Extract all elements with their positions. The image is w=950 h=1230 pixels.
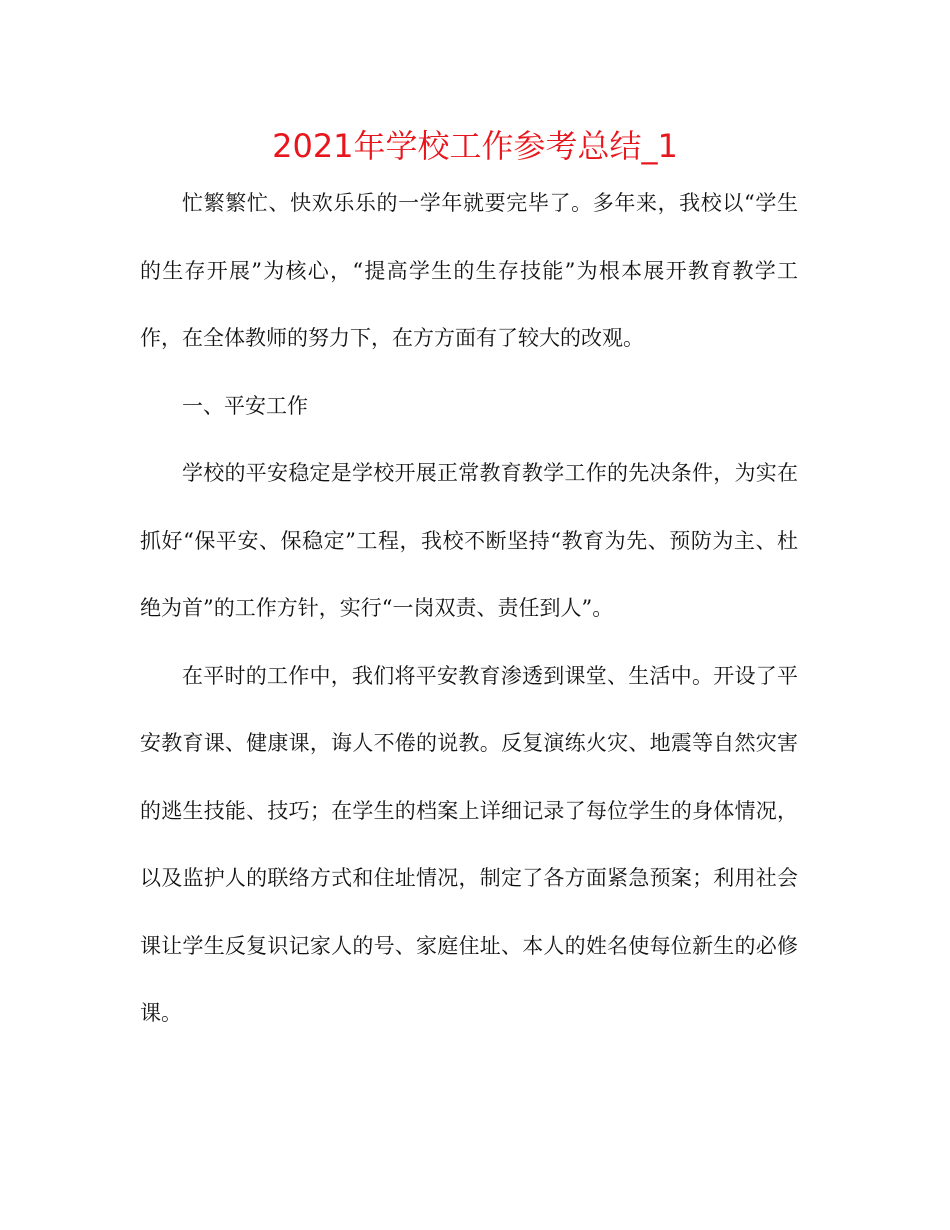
intro-paragraph: 忙繁繁忙、快欢乐乐的一学年就要完毕了。多年来，我校以“学生的生存开展”为核心，“提高学生的生存技能”为根本展开教育教学工作，在全体教师的努力下，在方方面有了较大的改观。 — [140, 191, 798, 350]
safety-paragraph-1: 学校的平安稳定是学校开展正常教育教学工作的先决条件，为实在抓好“保平安、保稳定”工程，我校不断坚持“教育为先、预防为主、杜绝为首”的工作方针，实行“一岗双责、责任到人”。 — [140, 461, 798, 620]
section-heading-safety: 一、平安工作 — [182, 393, 308, 418]
safety-paragraph-2: 在平时的工作中，我们将平安教育渗透到课堂、生活中。开设了平安教育课、健康课，诲人不倦的说教。反复演练火灾、地震等自然灾害的逃生技能、技巧；在学生的档案上详细记录了每位学生的身体情况，以及监护人的联络方式和住址情况，制定了各方面紧急预案；利用社会课让学生反复识记家人的号、家庭住址、本人的姓名使每位新生的必修课。 — [140, 663, 798, 1025]
document-title: 2021年学校工作参考总结_1 — [272, 127, 678, 165]
document-body — [140, 170, 798, 1048]
